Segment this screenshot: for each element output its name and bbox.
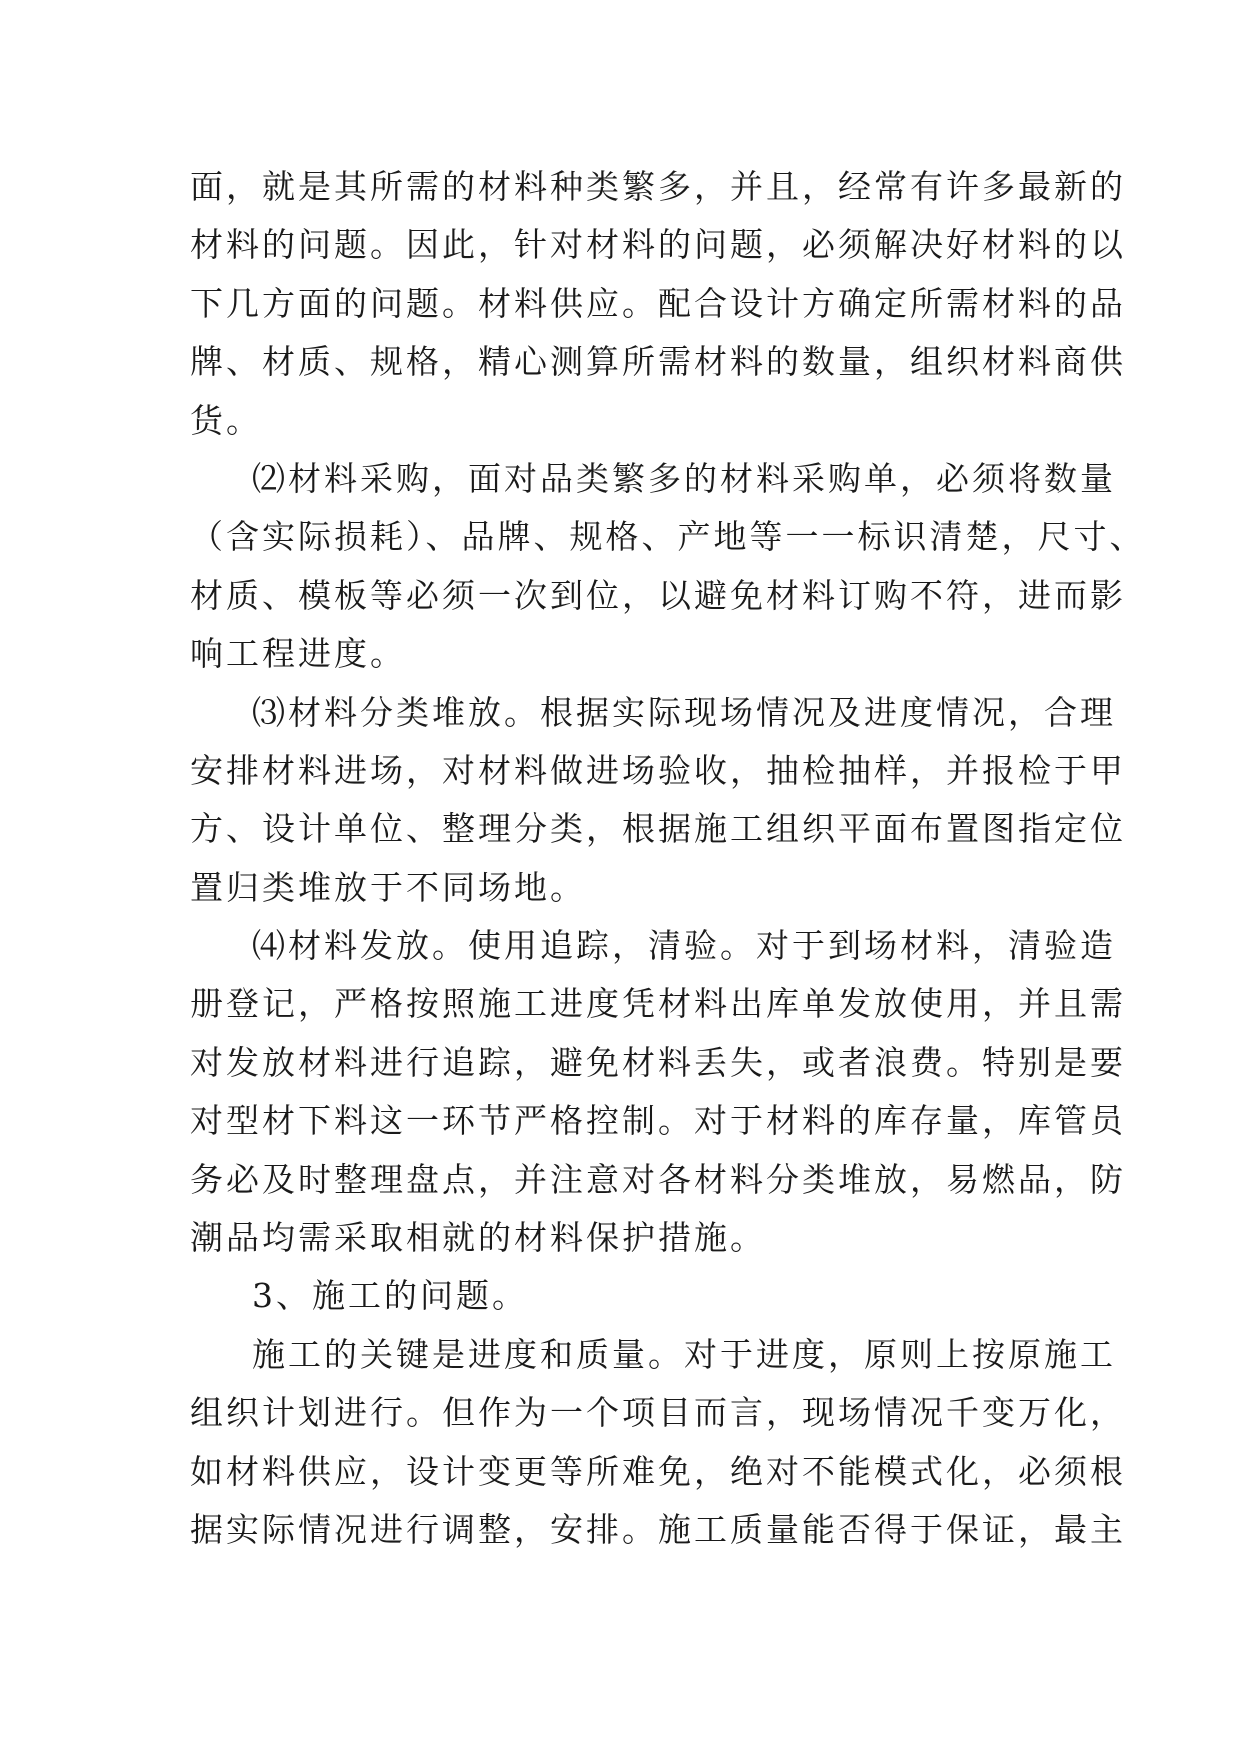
text-line: 置归类堆放于不同场地。 [190, 867, 586, 907]
text-line: 响工程进度。 [190, 634, 406, 674]
paragraph-start-line: 施工的关键是进度和质量。对于进度，原则上按原施工 [252, 1334, 1116, 1374]
text-line: 册登记，严格按照施工进度凭材料出库单发放使用，并且需 [190, 984, 1126, 1024]
text-line: 牌、材质、规格，精心测算所需材料的数量，组织材料商供 [190, 342, 1126, 382]
text-line: 下几方面的问题。材料供应。配合设计方确定所需材料的品 [190, 283, 1126, 323]
text-line: 务必及时整理盘点，并注意对各材料分类堆放，易燃品，防 [190, 1159, 1126, 1199]
text-line: 对发放材料进行追踪，避免材料丢失，或者浪费。特别是要 [190, 1042, 1126, 1082]
text-line: 方、设计单位、整理分类，根据施工组织平面布置图指定位 [190, 809, 1126, 849]
text-line: 对型材下料这一环节严格控制。对于材料的库存量，库管员 [190, 1101, 1126, 1141]
text-line: 安排材料进场，对材料做进场验收，抽检抽样，并报检于甲 [190, 750, 1126, 790]
text-line: （含实际损耗）、品牌、规格、产地等一一标识清楚，尺寸、 [190, 517, 1146, 557]
section-heading: 3、施工的问题。 [252, 1276, 528, 1316]
text-line: 据实际情况进行调整，安排。施工质量能否得于保证，最主 [190, 1509, 1126, 1549]
paragraph-start-line: ⑷材料发放。使用追踪，清验。对于到场材料，清验造 [252, 926, 1116, 966]
document-body [190, 158, 1146, 1559]
paragraph-start-line: ⑶材料分类堆放。根据实际现场情况及进度情况，合理 [252, 692, 1116, 732]
text-line: 潮品均需采取相就的材料保护措施。 [190, 1218, 766, 1258]
text-line: 材料的问题。因此，针对材料的问题，必须解决好材料的以 [190, 225, 1126, 265]
text-line: 材质、模板等必须一次到位，以避免材料订购不符，进而影 [190, 575, 1126, 615]
text-line: 货。 [190, 400, 262, 440]
text-line: 面，就是其所需的材料种类繁多，并且，经常有许多最新的 [190, 167, 1126, 206]
paragraph-start-line: ⑵材料采购，面对品类繁多的材料采购单，必须将数量 [252, 458, 1116, 498]
text-line: 组织计划进行。但作为一个项目而言，现场情况千变万化， [190, 1393, 1126, 1433]
text-line: 如材料供应，设计变更等所难免，绝对不能模式化，必须根 [190, 1451, 1126, 1491]
